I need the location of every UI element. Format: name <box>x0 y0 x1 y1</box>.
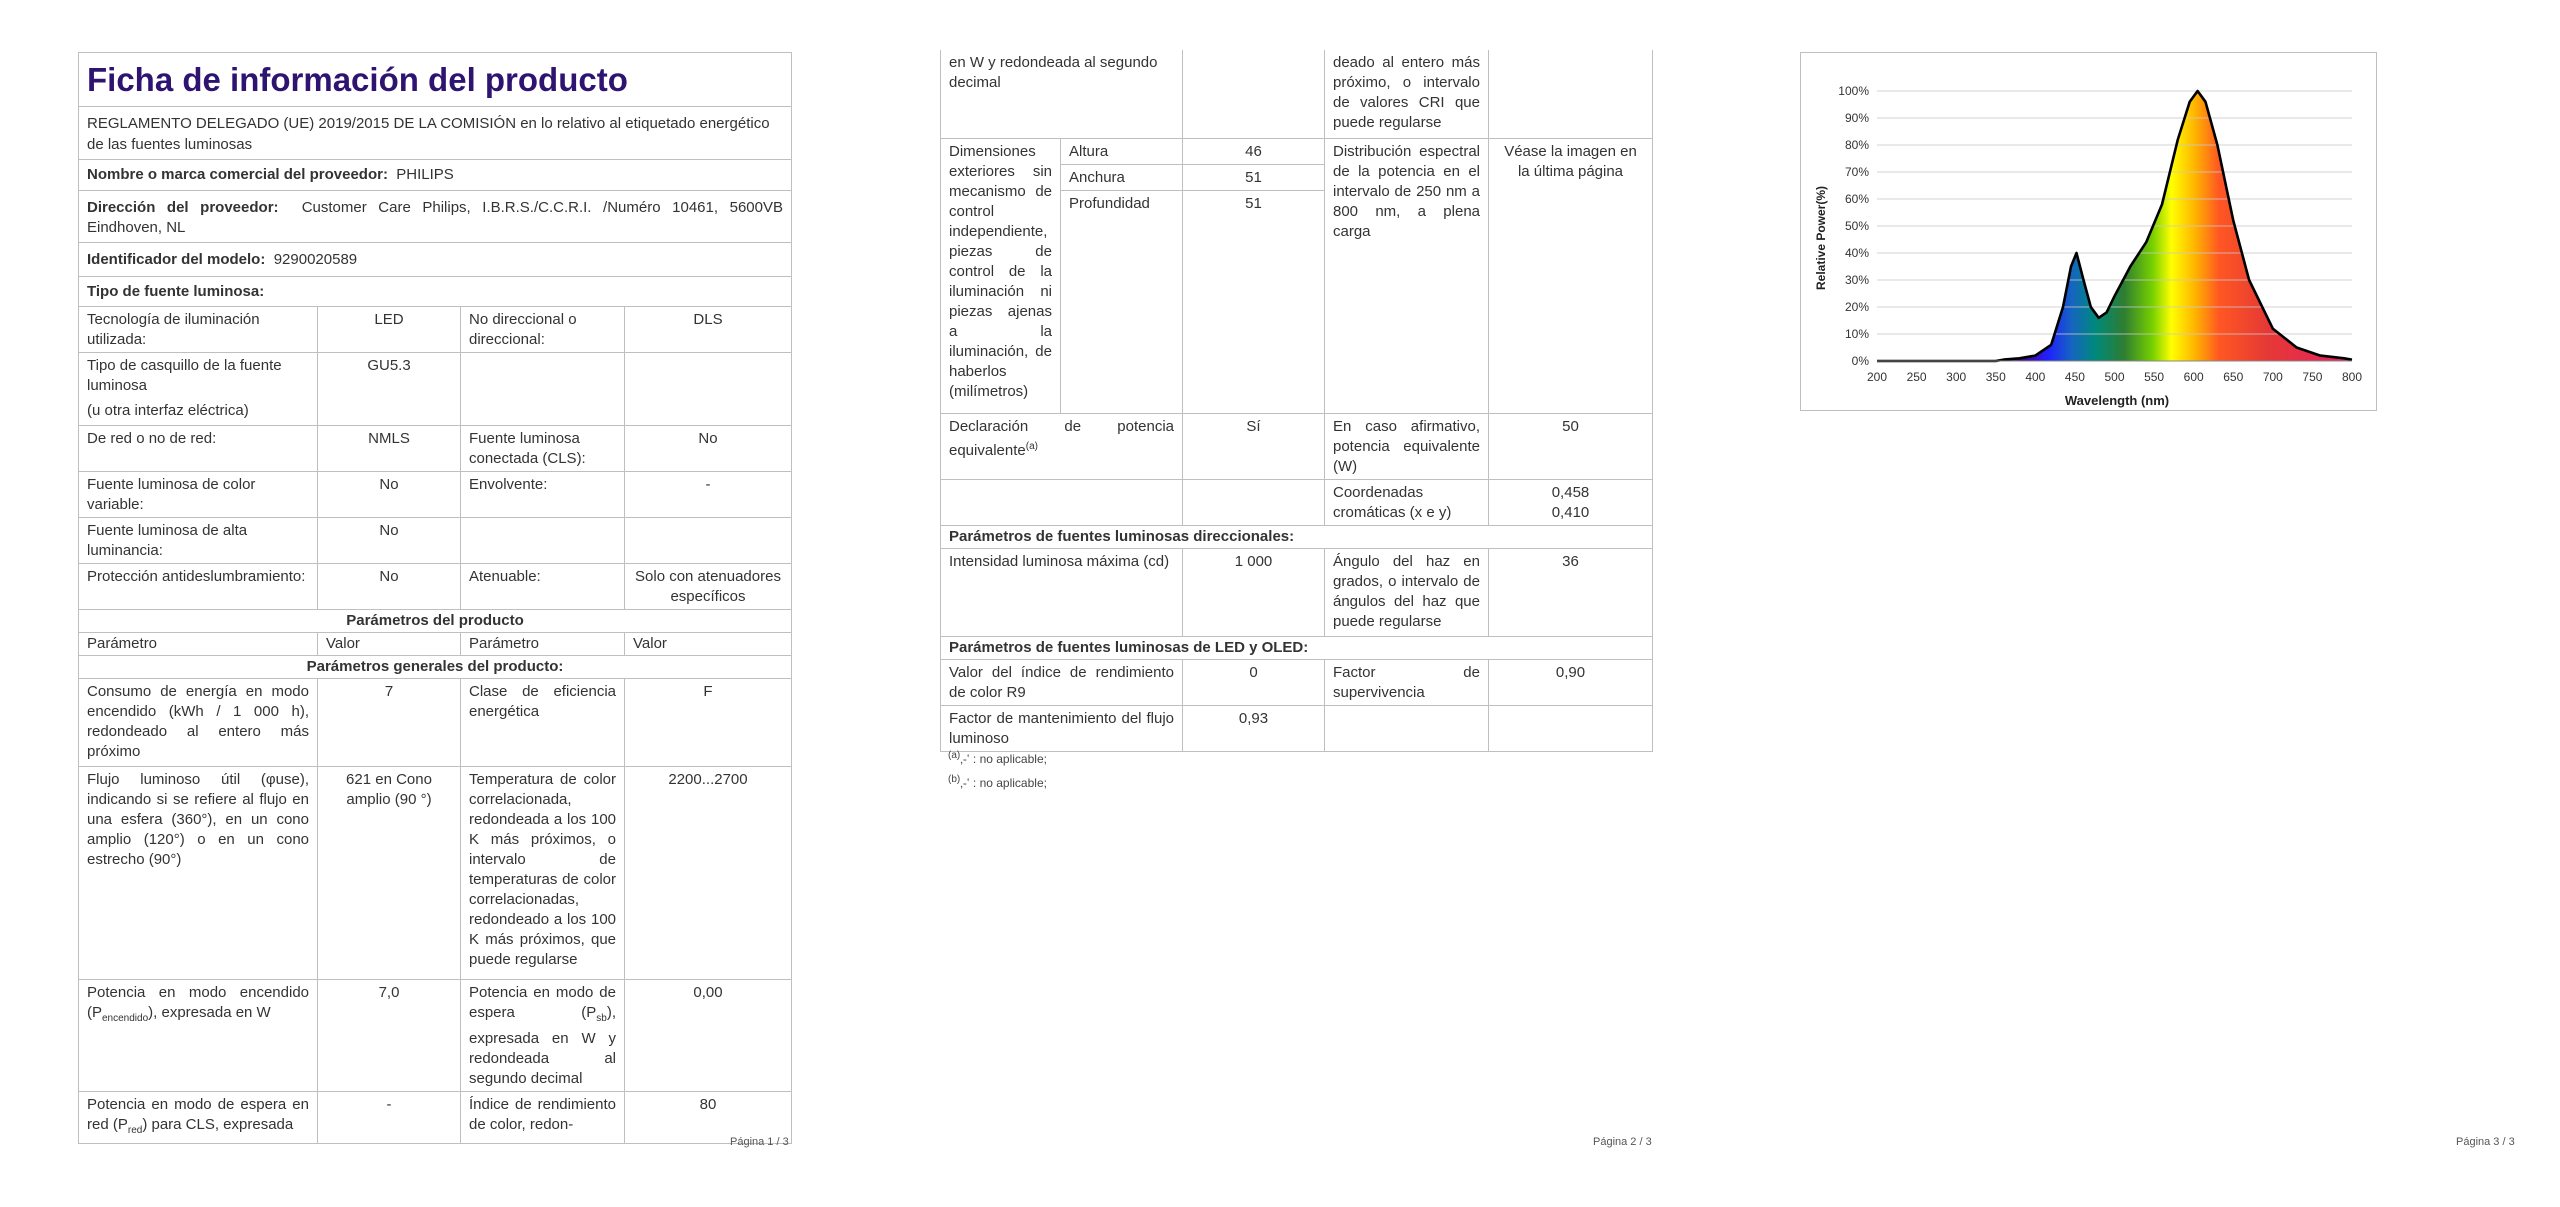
y-tick-label: 20% <box>1844 300 1869 314</box>
table-row: Flujo luminoso útil (φuse), indicando si se refiere al flujo en una esfera (360°), en un cono amplio (120°) o en un cono estrecho (90°) 621 en Cono amplio (90 °) Temperatura de color correlacionada, redondeada a los 100 K más próximos, o intervalo de temperaturas de color correlacionadas, redondeado a los 100 K más próximos, que puede regularse 2200...2700 <box>79 767 792 980</box>
page-number: Página 2 / 3 <box>1593 1136 1652 1148</box>
x-axis-title: Wavelength (nm) <box>2064 393 2170 408</box>
footnote-b: $^{(b)}$‚-‛ : no aplicable; <box>948 774 1047 790</box>
x-tick-label: 250 <box>1906 370 1927 384</box>
supplier-row: Nombre o marca comercial del proveedor: PHILIPS <box>79 160 792 191</box>
table-row: Protección antideslumbramiento: No Atenuable: Solo con atenuadores específicos <box>79 564 792 610</box>
table-row: Profundidad 51 <box>941 190 1653 413</box>
x-tick-label: 350 <box>1985 370 2006 384</box>
product-params-header: Parámetros del producto <box>79 610 792 633</box>
table-row: Consumo de energía en modo encendido (kWh / 1 000 h), redondeado al entero más próximo 7 Clase de eficiencia energética F <box>79 679 792 767</box>
y-axis-title: Relative Power(%) <box>1814 185 1828 291</box>
table-row: Tecnología de iluminación utilizada: LED No direccional o direccional: DLS <box>79 307 792 353</box>
model-row: Identificador del modelo: 9290020589 <box>79 243 792 277</box>
general-params-header: Parámetros generales del producto: <box>79 656 792 679</box>
x-tick-label: 800 <box>2341 370 2363 384</box>
page-number: Página 3 / 3 <box>2456 1136 2515 1148</box>
y-tick-label: 30% <box>1844 273 1869 287</box>
table-row: Fuente luminosa de alta luminancia: No <box>79 518 792 564</box>
spectral-chart <box>1800 52 2377 411</box>
y-tick-label: 0% <box>1851 354 1869 368</box>
regulation-text: REGLAMENTO DELEGADO (UE) 2019/2015 DE LA COMISIÓN en lo relativo al etiquetado energético de las fuentes luminosas <box>79 107 792 160</box>
spectral-distribution-plot <box>1801 53 2378 412</box>
y-tick-label: 100% <box>1838 84 1869 98</box>
y-tick-label: 80% <box>1844 138 1869 152</box>
page-number: Página 1 / 3 <box>730 1136 789 1148</box>
x-tick-label: 200 <box>1866 370 1888 384</box>
x-tick-label: 300 <box>1946 370 1967 384</box>
directional-params-header: Parámetros de fuentes luminosas direccionales: <box>941 525 1653 548</box>
y-tick-label: 10% <box>1844 327 1869 341</box>
x-tick-label: 750 <box>2302 370 2323 384</box>
table-row: Valor del índice de rendimiento de color R9 0 Factor de supervivencia 0,90 <box>941 659 1653 705</box>
footnote-a: $^{(a)}$‚-‛ : no aplicable; <box>948 750 1047 766</box>
x-tick-label: 400 <box>2025 370 2046 384</box>
x-tick-label: 700 <box>2262 370 2283 384</box>
table-row: Potencia en modo de espera en red $(P_{red})$ para CLS, expresada - Índice de rendimiento de color, redon- 80 <box>79 1092 792 1144</box>
table-row: Anchura 51 <box>941 164 1653 190</box>
x-tick-label: 500 <box>2104 370 2125 384</box>
table-header-row: Parámetro Valor Parámetro Valor <box>79 633 792 656</box>
table-row: Intensidad luminosa máxima (cd) 1 000 Ángulo del haz en grados, o intervalo de ángulos del haz que puede regularse 36 <box>941 548 1653 636</box>
address-row: Dirección del proveedor: Customer Care Philips, I.B.R.S./C.C.R.I. /Numéro 10461, 5600VB Eindhoven, NL <box>79 191 792 243</box>
table-row: en W y redondeada al segundo decimal deado al entero más próximo, o intervalo de valores CRI que puede regularse <box>941 50 1653 138</box>
table-row: Coordenadas cromáticas (x e y) 0,458 0,410 <box>941 479 1653 525</box>
table-row: Tipo de casquillo de la fuente luminosa (u otra interfaz eléctrica) GU5.3 <box>79 353 792 426</box>
table-row: Declaración de potencia equivalente$^{(a)}$ Sí En caso afirmativo, potencia equivalente (W) 50 <box>941 413 1653 479</box>
table-row: Potencia en modo encendido $(P_{encendido})$, expresada en W 7,0 Potencia en modo de espera $(P_{sb})$, expresada en W y redondeada al segundo decimal 0,00 <box>79 980 792 1092</box>
y-tick-label: 40% <box>1844 246 1869 260</box>
x-tick-label: 600 <box>2183 370 2204 384</box>
y-tick-label: 60% <box>1844 192 1869 206</box>
source-type-label: Tipo de fuente luminosa: <box>79 277 792 307</box>
table-row: Dimensiones exteriores sin mecanismo de control independiente, piezas de control de la iluminación ni piezas ajenas a la iluminación, de haberlos (milímetros) Altura 46 Distribución espectral de la potencia en el intervalo de 250 nm a 800 nm, a plena carga Véase la imagen en la última página <box>941 138 1653 164</box>
plot-area <box>1838 84 2362 384</box>
page-title: Ficha de información del producto <box>79 53 792 107</box>
y-tick-label: 50% <box>1844 219 1869 233</box>
x-tick-label: 450 <box>2064 370 2085 384</box>
product-info-table-continued <box>940 50 1653 752</box>
y-tick-label: 70% <box>1844 165 1869 179</box>
table-row: Factor de mantenimiento del flujo luminoso 0,93 <box>941 705 1653 751</box>
page-1 <box>0 0 853 1207</box>
table-row: Fuente luminosa de color variable: No Envolvente: - <box>79 472 792 518</box>
led-params-header: Parámetros de fuentes luminosas de LED y OLED: <box>941 636 1653 659</box>
table-row: De red o no de red: NMLS Fuente luminosa conectada (CLS): No <box>79 426 792 472</box>
product-info-table <box>78 52 792 1144</box>
x-tick-label: 650 <box>2223 370 2244 384</box>
page-2 <box>853 0 1706 1207</box>
y-tick-label: 90% <box>1844 111 1869 125</box>
x-tick-label: 550 <box>2144 370 2165 384</box>
